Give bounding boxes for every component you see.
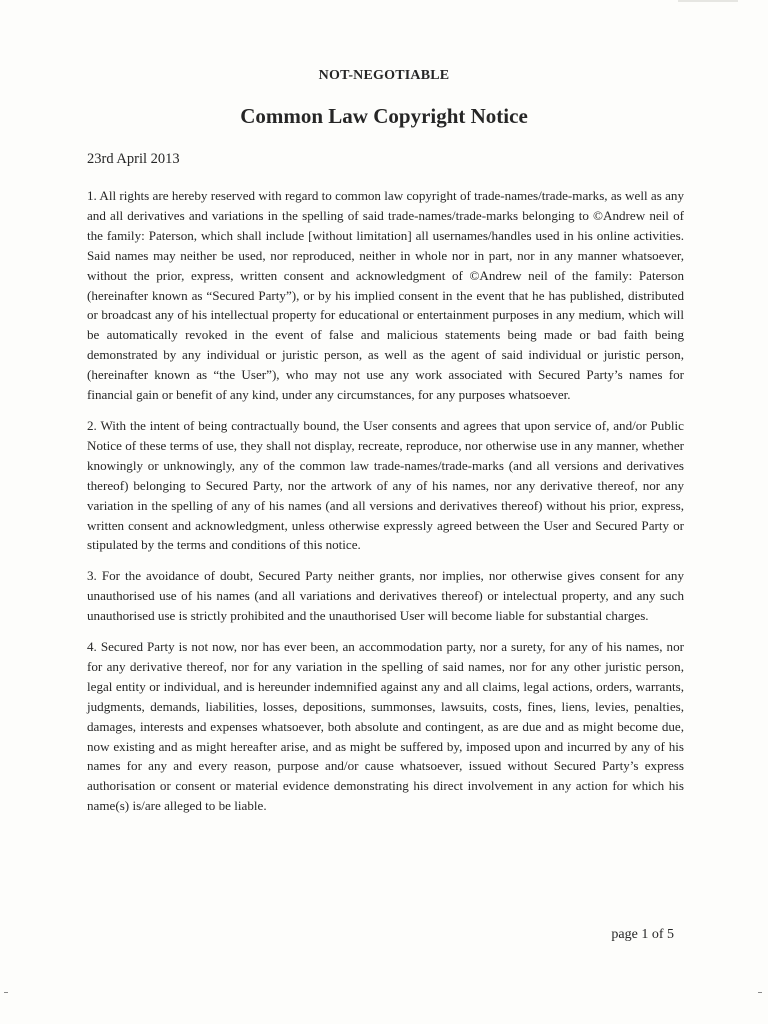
page-number: page 1 of 5 — [611, 927, 674, 942]
paragraph-4: 4. Secured Party is not now, nor has ever been, an accommodation party, nor a surety, for any of his names, nor for any derivative thereof, nor for any variation in the spelling of said names, nor for any other juristic person, legal entity or individual, and is hereunder indemnified against any and all claims, legal actions, orders, warrants, judgments, demands, liabilities, losses, depositions, summonses, lawsuits, costs, fines, liens, levies, penalties, damages, interests and expenses whatsoever, both absolute and contingent, as are due and as might become due, now existing and as might hereafter arise, and as might be suffered by, imposed upon and incurred by any of his names for any and every reason, purpose and/or cause whatsoever, issued without Secured Party’s express authorisation or consent or material evidence demonstrating his direct involvement in any action for which his name(s) is/are alleged to be liable. — [87, 639, 684, 814]
notice-date: 23rd April 2013 — [87, 151, 180, 167]
paragraph-1: 1. All rights are hereby reserved with regard to common law copyright of trade-names/trade-marks, as well as any and all derivatives and variations in the spelling of said trade-names/trade-marks belonging to ©Andrew neil of the family: Paterson, which shall include [without limitation] all usernames/handles used in his online activities. Said names may neither be used, nor reproduced, neither in whole nor in part, nor in any manner whatsoever, without the prior, express, written consent and acknowledgment of ©Andrew neil of the family: Paterson (hereinafter known as “Secured Party”), or by his implied consent in the event that he has published, distributed or broadcast any of his intellectual property for educational or entertainment purposes in any medium, which will be automatically revoked in the event of false and malicious statements being made or bad faith being demonstrated by any individual or juristic person, as well as the agent of said individual or juristic person, (hereinafter known as “the User”), who may not use any work associated with Secured Party’s names for financial gain or benefit of any kind, under any circumstances, for any purposes whatsoever. — [87, 188, 684, 403]
scan-edge-mark — [678, 0, 738, 2]
page-title: Common Law Copyright Notice — [240, 104, 528, 128]
notice-body — [87, 186, 684, 827]
scan-edge-mark — [758, 992, 762, 993]
paragraph-3: 3. For the avoidance of doubt, Secured Party neither grants, nor implies, nor otherwise gives consent for any unauthorised use of his names (and all variations and derivatives thereof) or intelectual property, and any such unauthorised use is strictly prohibited and the unauthorised User will become liable for substantial charges. — [87, 568, 684, 624]
paragraph-2: 2. With the intent of being contractually bound, the User consents and agrees that upon service of, and/or Public Notice of these terms of use, they shall not display, recreate, reproduce, nor otherwise use in any manner, whether knowingly or unknowingly, any of the common law trade-names/trade-marks (and all versions and derivatives thereof) belonging to Secured Party, nor the artwork of any of his names, nor any derivative thereof, nor any variation in the spelling of any of his names (and all versions and derivatives thereof) without his prior, express, written consent and acknowledgment, unless otherwise expressly agreed between the User and Secured Party or stipulated by the terms and conditions of this notice. — [87, 417, 684, 553]
not-negotiable-heading: NOT-NEGOTIABLE — [318, 68, 450, 83]
scan-edge-mark — [4, 992, 8, 993]
